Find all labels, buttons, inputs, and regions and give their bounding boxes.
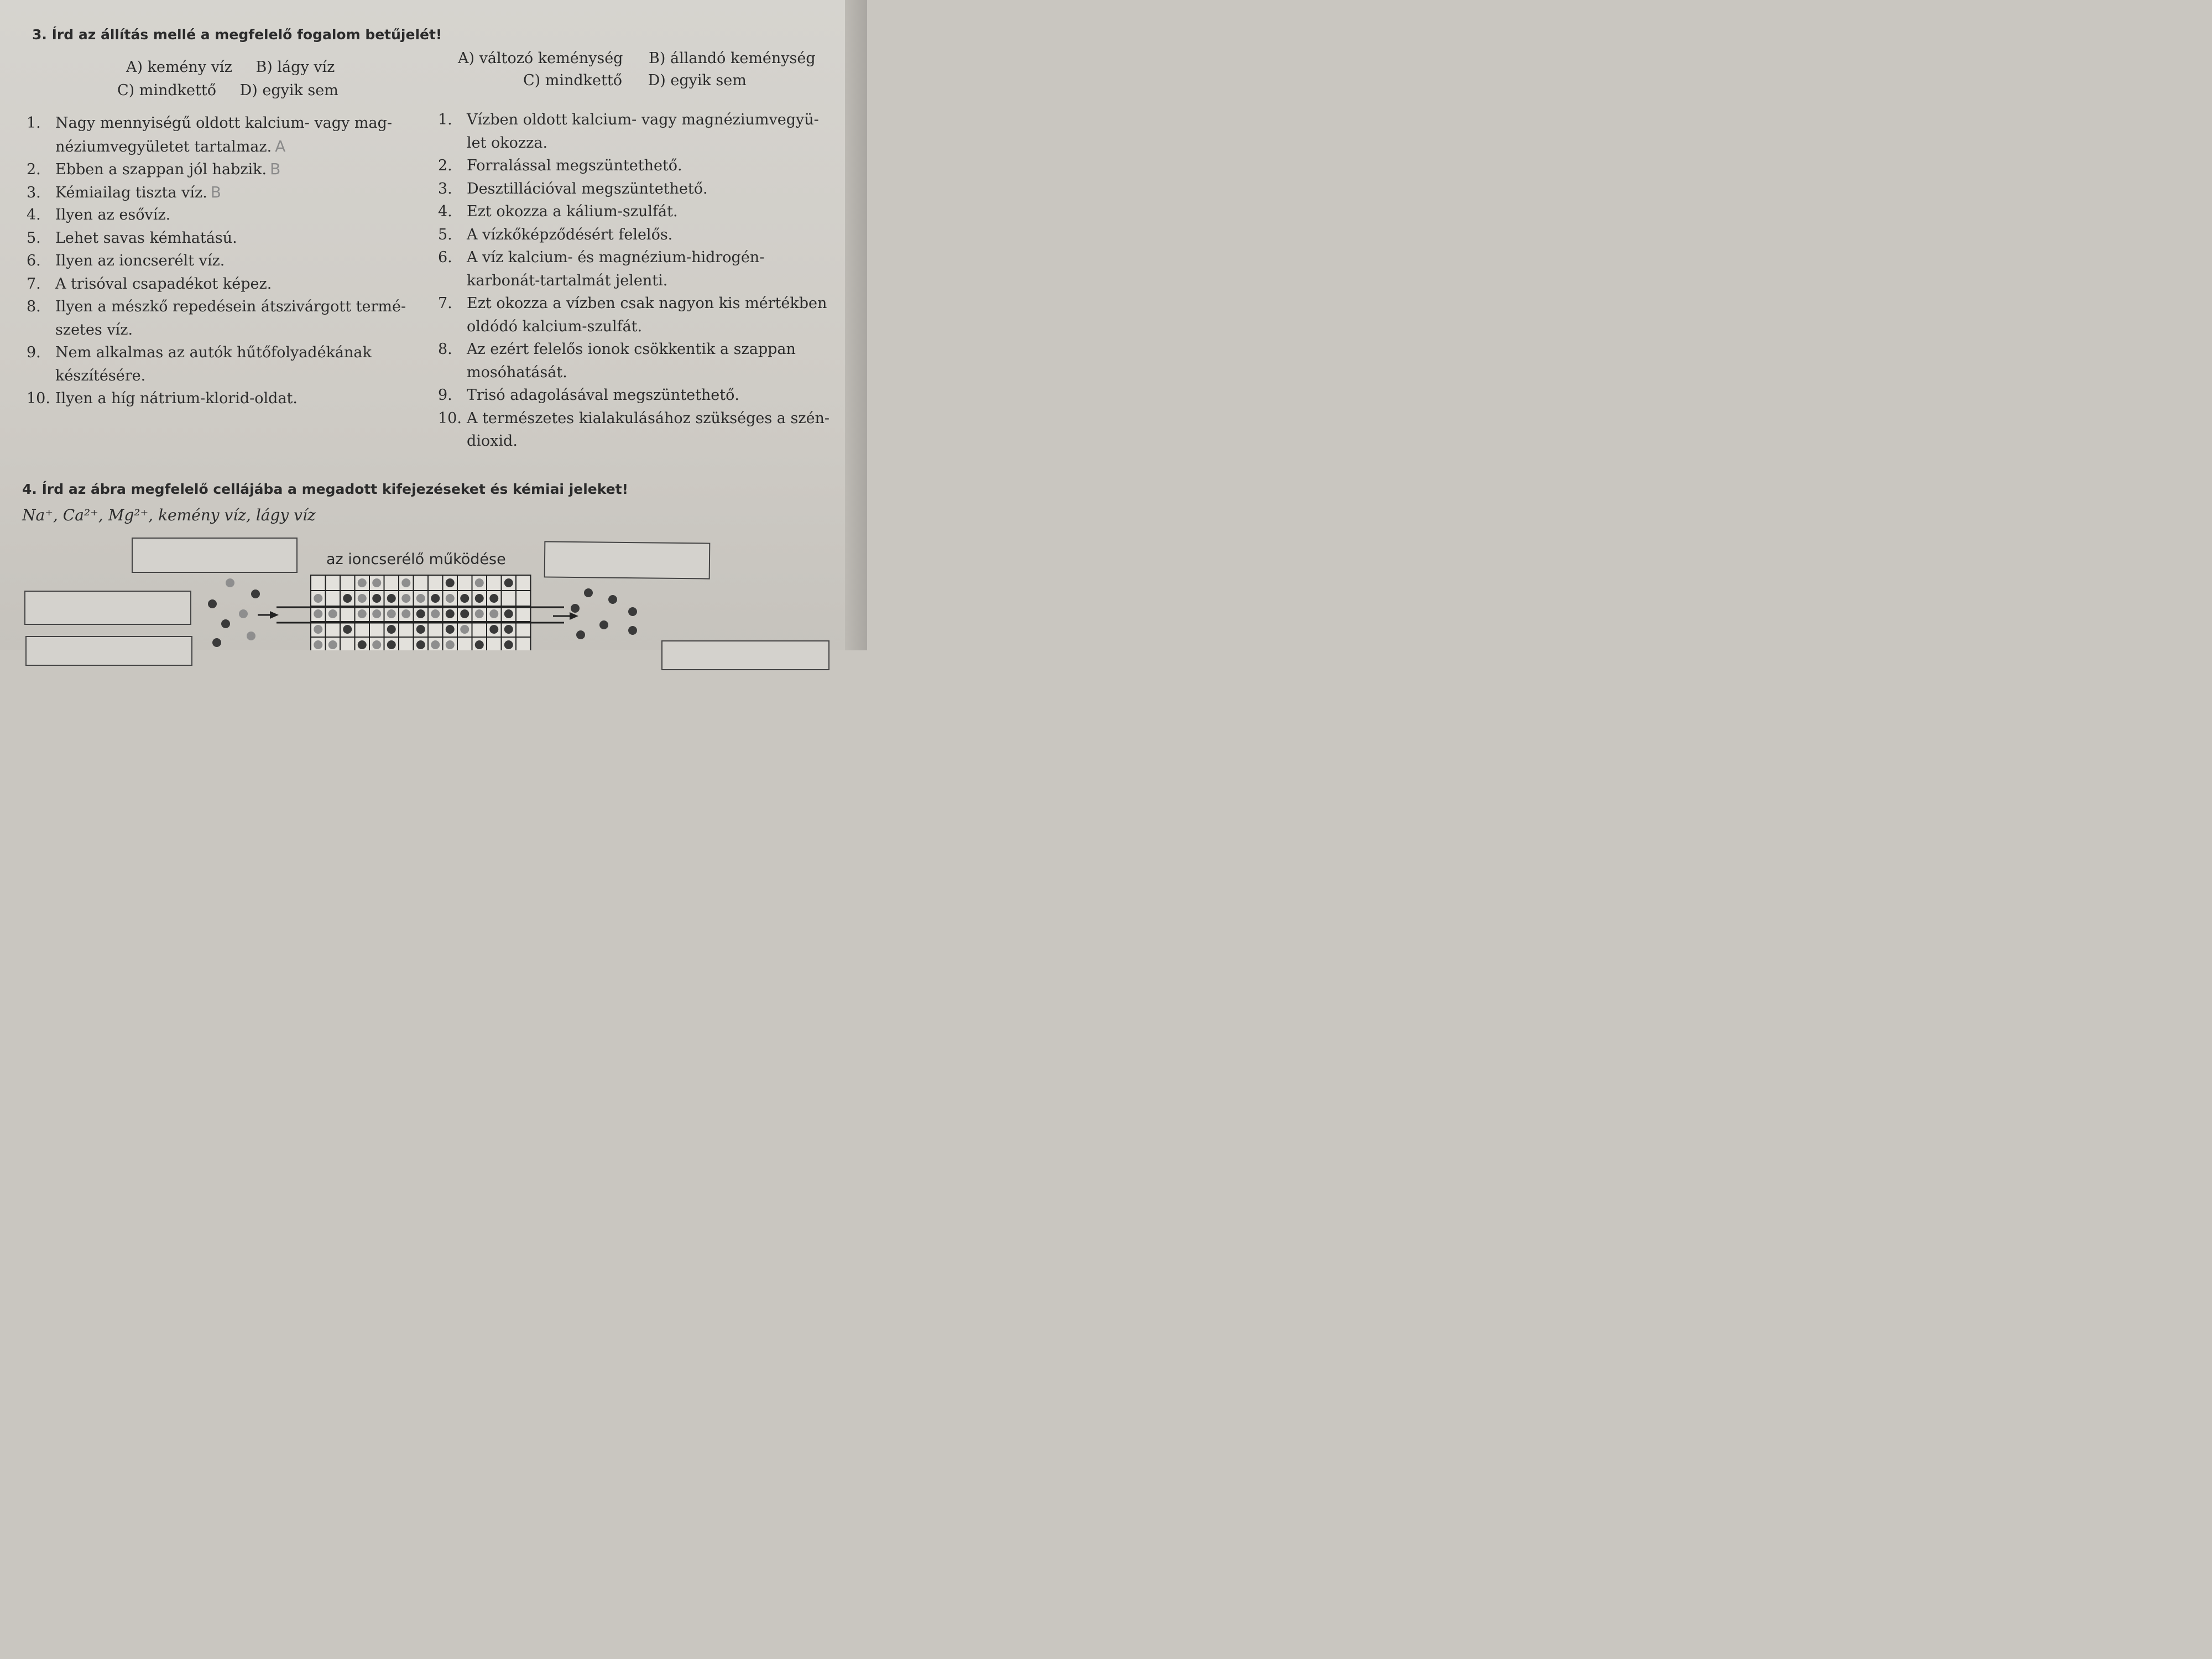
- free-ion-dot: [221, 619, 230, 628]
- statement-text: készítésére.: [55, 367, 146, 384]
- option-b: B) lágy víz: [255, 59, 335, 76]
- free-ion-dot: [208, 599, 217, 608]
- statement-number: 4.: [27, 206, 41, 223]
- grid-cell: [326, 591, 341, 606]
- free-ion-dot: [608, 595, 617, 604]
- grid-cell: [355, 622, 370, 637]
- grid-cell: [457, 637, 472, 650]
- statement-text: Ilyen az ioncserélt víz.: [55, 252, 225, 269]
- ion-dot: [446, 609, 455, 618]
- free-ion-dot: [599, 620, 608, 629]
- statement-number: 7.: [438, 295, 452, 312]
- task4-terms: Na⁺, Ca²⁺, Mg²⁺, kemény víz, lágy víz: [22, 506, 316, 524]
- grid-cell: [516, 622, 531, 637]
- grid-cell: [414, 575, 429, 591]
- ion-dot: [446, 578, 455, 587]
- free-ion-dot: [247, 632, 255, 640]
- statement-text: Nagy mennyiségű oldott kalcium- vagy mag-: [55, 114, 393, 132]
- ion-dot: [460, 609, 469, 618]
- ion-dot: [504, 578, 513, 587]
- ion-dot: [328, 609, 337, 618]
- ion-dot: [475, 594, 484, 603]
- ion-dot: [475, 578, 484, 587]
- ion-dot: [372, 609, 381, 618]
- statement-number: 9.: [438, 387, 452, 404]
- ion-dot: [475, 609, 484, 618]
- ion-dot: [460, 625, 469, 634]
- statement-text: Vízben oldott kalcium- vagy magnéziumvegyü-: [467, 111, 819, 128]
- diagram-title: az ioncserélő működése: [326, 551, 506, 568]
- ion-dot: [446, 640, 455, 649]
- grid-cell: [428, 622, 443, 637]
- ion-dot: [416, 609, 425, 618]
- free-ion-dot: [628, 626, 637, 635]
- ion-dot: [431, 609, 440, 618]
- statement-text: A trisóval csapadékot képez.: [55, 275, 272, 293]
- free-ion-dot: [239, 609, 248, 618]
- statement-text: let okozza.: [467, 134, 548, 152]
- ion-dot: [387, 594, 396, 603]
- statement-number: 10.: [438, 409, 462, 427]
- ion-exchanger-diagram: [0, 0, 867, 650]
- ion-dot: [416, 625, 425, 634]
- grid-cell: [487, 575, 502, 591]
- ion-dot: [431, 594, 440, 603]
- ion-dot: [401, 578, 410, 587]
- ion-dot: [387, 640, 396, 649]
- ion-dot: [387, 609, 396, 618]
- statement-number: 6.: [27, 252, 41, 269]
- statement-text: Desztillációval megszüntethető.: [467, 180, 708, 197]
- ion-dot: [343, 625, 352, 634]
- statement-text: A vízkőképződésért felelős.: [467, 226, 673, 243]
- free-ion-dot: [226, 578, 234, 587]
- grid-cell: [472, 622, 487, 637]
- ion-dot: [372, 594, 381, 603]
- statement-text: Ebben a szappan jól habzik.: [55, 161, 267, 178]
- grid-cell: [516, 606, 531, 622]
- ion-dot: [416, 640, 425, 649]
- free-ion-dot: [628, 607, 637, 616]
- ion-dot: [401, 609, 410, 618]
- worksheet-page: [0, 0, 867, 650]
- ion-dot: [504, 609, 513, 618]
- task4-heading: 4. Írd az ábra megfelelő cellájába a megadott kifejezéseket és kémiai jeleket!: [22, 481, 629, 497]
- grid-cell: [399, 622, 414, 637]
- option-a: A) kemény víz: [126, 59, 232, 76]
- ion-dot: [314, 609, 322, 618]
- statement-text: Ezt okozza a vízben csak nagyon kis mértékben: [467, 295, 827, 312]
- outflow-arrow-head: [570, 612, 578, 620]
- option-b-right: B) állandó keménység: [649, 50, 816, 67]
- statement-text: karbonát-tartalmát jelenti.: [467, 272, 668, 289]
- ion-dot: [504, 625, 513, 634]
- option-a-right: A) változó keménység: [458, 50, 623, 67]
- ion-dot: [314, 640, 322, 649]
- ion-dot: [489, 625, 498, 634]
- grid-cell: [502, 591, 517, 606]
- grid-cell: [326, 622, 341, 637]
- ion-dot: [446, 594, 455, 603]
- statement-text: néziumvegyületet tartalmaz.: [55, 138, 272, 155]
- statement-text: Ilyen a mészkő repedésein átszivárgott termé-: [55, 298, 406, 315]
- free-ion-dot: [212, 638, 221, 647]
- free-ion-dot: [251, 589, 260, 598]
- grid-cell: [340, 575, 355, 591]
- ion-dot: [489, 609, 498, 618]
- task3-heading: 3. Írd az állítás mellé a megfelelő fogalom betűjelét!: [32, 27, 442, 43]
- grid-cell: [340, 637, 355, 650]
- statement-text: Ilyen a híg nátrium-klorid-oldat.: [55, 390, 298, 407]
- grid-cell: [399, 637, 414, 650]
- free-ion-dot: [571, 604, 580, 613]
- grid-cell: [457, 575, 472, 591]
- statement-number: 5.: [438, 226, 452, 243]
- ion-dot: [401, 594, 410, 603]
- statement-number: 1.: [27, 114, 41, 132]
- statement-text: Trisó adagolásával megszüntethető.: [467, 387, 739, 404]
- ion-dot: [358, 609, 367, 618]
- grid-cell: [340, 606, 355, 622]
- statement-number: 4.: [438, 203, 452, 220]
- ion-dot: [314, 594, 322, 603]
- statement-number: 2.: [27, 161, 41, 178]
- statement-text: szetes víz.: [55, 321, 133, 338]
- statement-text: Forralással megszüntethető.: [467, 157, 682, 174]
- statement-text: mosóhatását.: [467, 363, 567, 381]
- statement-text: Lehet savas kémhatású.: [55, 229, 237, 247]
- statement-number: 9.: [27, 344, 41, 361]
- free-ion-dot: [584, 588, 593, 597]
- statement-number: 8.: [438, 341, 452, 358]
- option-d-right: D) egyik sem: [648, 72, 747, 89]
- ion-dot: [343, 594, 352, 603]
- statement-text: Kémiailag tiszta víz.: [55, 184, 207, 201]
- free-ion-dot: [576, 630, 585, 639]
- statement-number: 10.: [27, 390, 50, 407]
- ion-dot: [358, 578, 367, 587]
- grid-cell: [516, 591, 531, 606]
- ion-dot: [431, 640, 440, 649]
- statement-text: dioxid.: [467, 432, 518, 450]
- grid-cell: [516, 575, 531, 591]
- ion-dot: [372, 578, 381, 587]
- ion-dot: [328, 640, 337, 649]
- statement-text: Ezt okozza a kálium-szulfát.: [467, 203, 678, 220]
- ion-dot: [446, 625, 455, 634]
- statement-text: oldódó kalcium-szulfát.: [467, 317, 643, 335]
- ion-dot: [460, 594, 469, 603]
- statement-number: 2.: [438, 157, 452, 174]
- statement-number: 1.: [438, 111, 452, 128]
- ion-dot: [504, 640, 513, 649]
- grid-cell: [326, 575, 341, 591]
- statement-number: 3.: [27, 184, 41, 201]
- grid-cell: [369, 622, 384, 637]
- statement-text: Az ezért felelős ionok csökkentik a szappan: [467, 341, 796, 358]
- ion-dot: [387, 625, 396, 634]
- handwritten-answer: B: [210, 182, 222, 201]
- statement-number: 5.: [27, 229, 41, 247]
- statement-text: Ilyen az esővíz.: [55, 206, 171, 223]
- grid-cell: [487, 637, 502, 650]
- inflow-arrow-head: [270, 611, 279, 619]
- statement-text: A víz kalcium- és magnézium-hidrogén-: [467, 249, 765, 266]
- grid-cell: [384, 575, 399, 591]
- grid-cell: [428, 575, 443, 591]
- ion-dot: [358, 594, 367, 603]
- grid-cell: [516, 637, 531, 650]
- ion-dot: [358, 640, 367, 649]
- handwritten-answer: A: [275, 137, 286, 155]
- statement-number: 6.: [438, 249, 452, 266]
- ion-dot: [314, 625, 322, 634]
- statement-number: 8.: [27, 298, 41, 315]
- statement-number: 3.: [438, 180, 452, 197]
- option-d: D) egyik sem: [239, 82, 338, 99]
- handwritten-answer: B: [270, 160, 281, 178]
- ion-dot: [475, 640, 484, 649]
- option-c-right: C) mindkettő: [523, 72, 622, 89]
- ion-dot: [489, 594, 498, 603]
- statement-text: Nem alkalmas az autók hűtőfolyadékának: [55, 344, 372, 361]
- ion-dot: [416, 594, 425, 603]
- statement-text: A természetes kialakulásához szükséges a szén-: [467, 409, 830, 427]
- ion-dot: [372, 640, 381, 649]
- option-c: C) mindkettő: [117, 82, 216, 99]
- grid-cell: [311, 575, 326, 591]
- statement-number: 7.: [27, 275, 41, 293]
